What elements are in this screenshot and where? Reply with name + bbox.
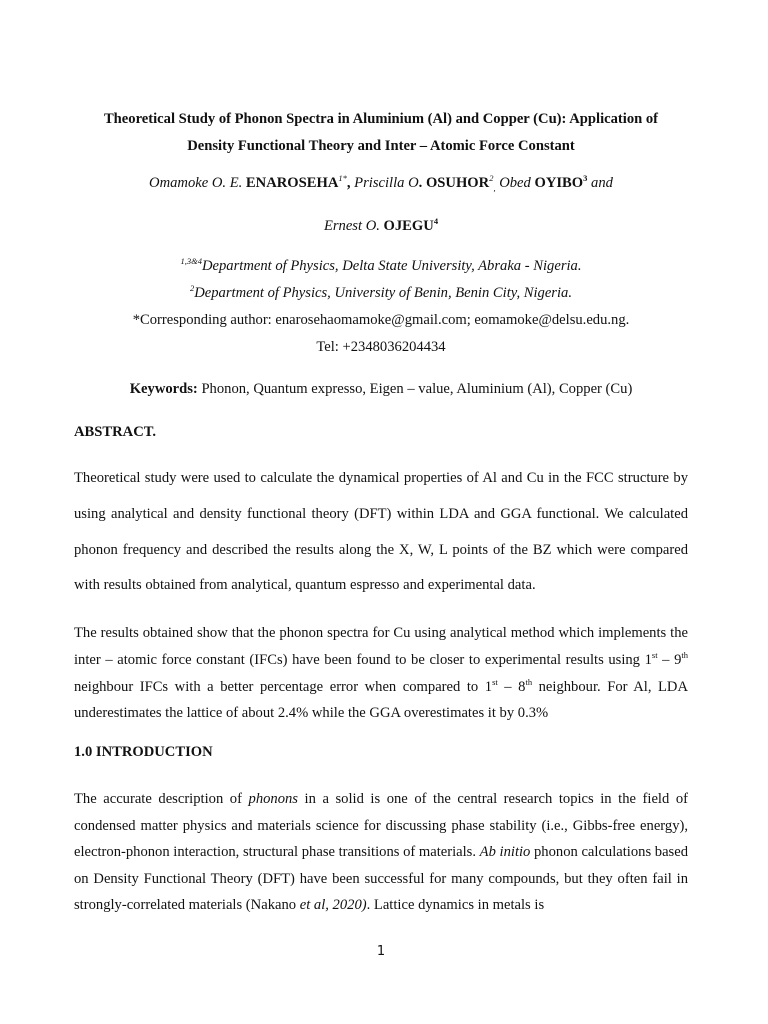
abstract-p2-sup-2: th [681,649,688,660]
affiliation-2 [74,285,688,302]
keywords-label: Keywords: [129,381,198,397]
intro-part-a: The accurate description of [74,791,249,807]
affiliation-2-sup: 2 [189,283,195,294]
author-2-given: Priscilla O [354,175,419,191]
abstract-p2-part-b: – 9 [657,651,682,668]
author-1-sup: 1* [338,173,347,184]
author-separator: , [346,175,355,191]
intro-part-c: phonon calculations based on Density Functional Theory (DFT) have been successful for many compounds, but they often fail in strongly-correlated materials (Nakano [74,844,689,913]
abstract-p2-sup-4: th [525,676,533,687]
abstract-paragraph-2 [74,620,688,727]
telephone: Tel: +2348036204434 [316,339,446,355]
page-number: 1 [376,944,386,959]
affiliation-1 [74,258,688,275]
author-3-sup: 3 [583,173,588,184]
intro-em-ab-initio: Ab initio [479,844,531,860]
author-3-given: Obed [495,175,535,191]
intro-part-d: . Lattice dynamics in metals is [366,897,545,913]
title-line-1: Theoretical Study of Phonon Spectra in Aluminium (Al) and Copper (Cu): Application of [103,111,659,127]
abstract-p2-part-a: The results obtained show that the phonon spectra for Cu using analytical method which implements the inter – atomic force constant (IFCs) have been found to be closer to experimental results using 1 [74,625,688,668]
intro-part-b: in a solid is one of the central research topics in the field of condensed matter physics and materials science for discussing phase stability (i.e., Gibbs-free energy), electron-phonon interaction, structural phase transitions of materials. [74,791,688,860]
abstract-heading: ABSTRACT. [74,424,157,440]
corresponding-author: *Corresponding author: enarosehaomamoke@gmail.com; eomamoke@delsu.edu.ng. [132,312,630,328]
keywords-text: Phonon, Quantum expresso, Eigen – value, Aluminium (Al), Copper (Cu) [197,381,633,397]
abstract-paragraph-1: Theoretical study were used to calculate the dynamical properties of Al and Cu in the FCC structure by using analytical and density functional theory (DFT) within LDA and GGA functional. We calculated phonon frequency and described the results along the X, W, L points of the BZ which were compared with results obtained from analytical, quantum espresso and experimental data. [74,470,688,594]
introduction-paragraph [74,786,688,919]
abstract-p2-part-d: – 8 [497,678,526,695]
author-1-surname: ENAROSEHA [245,175,339,191]
abstract-p2-part-c: neighbour IFCs with a better percentage error when compared to 1 [74,678,493,695]
author-line-1 [74,175,688,192]
introduction-heading: 1.0 INTRODUCTION [74,744,213,760]
affiliation-1-text: Department of Physics, Delta State University, Abraka - Nigeria. [201,258,582,274]
title-line-2: Density Functional Theory and Inter – Atomic Force Constant [187,137,575,154]
author-4-surname: OJEGU [383,218,434,234]
intro-em-phonons: phonons [248,791,298,807]
affiliation-2-text: Department of Physics, University of Benin, Benin City, Nigeria. [194,285,572,301]
keywords [74,381,688,398]
intro-em-citation: et al, 2020) [299,897,367,913]
author-4-given: Ernest O. [323,218,384,234]
author-and: and [587,175,613,191]
author-3-surname: OYIBO [534,175,584,191]
author-2-sub: , [493,182,496,193]
author-line-2 [74,218,688,235]
affiliation-1-sup: 1,3&4 [180,256,202,267]
abstract-p2-sup-1: st [651,649,658,660]
author-2-sup: 2 [489,173,494,184]
abstract-p2-part-e: neighbour. For Al, LDA underestimates the lattice of about 2.4% while the GGA overestimates it by 0.3% [74,678,689,722]
paper-title [74,106,688,159]
author-4-sup: 4 [433,216,439,227]
abstract-p2-sup-3: st [492,676,498,687]
author-2-surname: . OSUHOR [418,175,490,191]
author-1-given: Omamoke O. E. [149,175,246,191]
